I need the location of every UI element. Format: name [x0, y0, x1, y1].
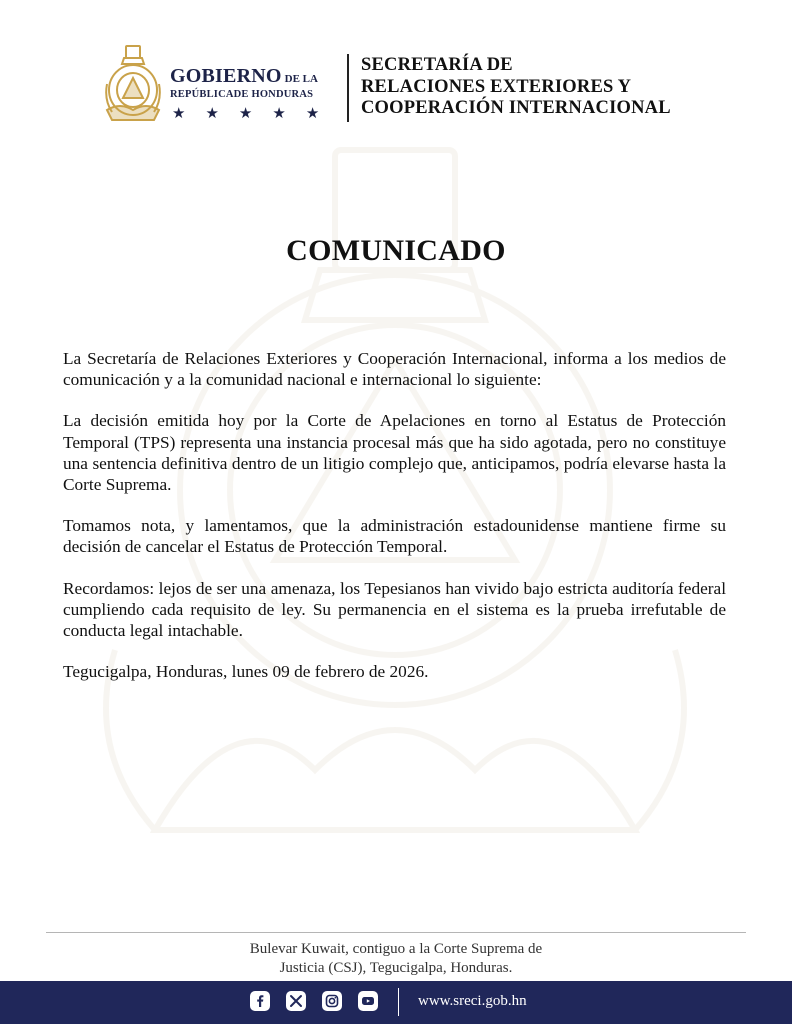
website-link[interactable]: www.sreci.gob.hn: [418, 993, 527, 1009]
ministry-line: COOPERACIÓN INTERNACIONAL: [361, 98, 671, 118]
ministry-name: [361, 55, 721, 120]
government-wordmark: [170, 66, 346, 120]
facebook-icon[interactable]: [250, 991, 270, 1011]
letterhead: [104, 44, 704, 124]
paragraph: La Secretaría de Relaciones Exteriores y Cooperación Internacional, informa a los medios de comunicación y a la comunidad nacional e internacional lo siguiente:: [63, 349, 726, 390]
ministry-line: RELACIONES EXTERIORES Y: [361, 76, 632, 97]
ministry-line: SECRETARÍA DE: [361, 55, 513, 75]
coat-of-arms-icon: [104, 44, 162, 122]
paragraph: Recordamos: lejos de ser una amenaza, los Tepesianos han vivido bajo estricta auditoría federal cumpliendo cada requisito de ley. Su permanencia en el sistema es la prueba irrefutable de conducta legal intachable.: [63, 578, 726, 641]
star-icon: ★: [272, 104, 286, 122]
x-icon[interactable]: [286, 991, 306, 1011]
star-icon: ★: [172, 104, 186, 122]
document-body: [63, 348, 726, 702]
youtube-icon[interactable]: [358, 991, 378, 1011]
gov-title: GOBIERNO: [170, 65, 282, 87]
document-title: COMUNICADO: [286, 234, 506, 267]
star-icon: ★: [205, 104, 219, 122]
gov-de-la: DE LA: [284, 73, 318, 85]
gov-republic: REPÚBLICADE HONDURAS: [170, 89, 314, 100]
star-row: [170, 106, 346, 120]
paragraph: La decisión emitida hoy por la Corte de Apelaciones en torno al Estatus de Protección Temporal (TPS) representa una instancia procesal más que ha sido agotada, pero no constituye una sentencia definitiva dentro de un litigio complejo que, anticipamos, podría elevarse hasta la Corte Suprema.: [63, 411, 726, 495]
social-links: [250, 991, 378, 1011]
address-line: Justicia (CSJ), Tegucigalpa, Honduras.: [279, 960, 513, 976]
paragraph: Tomamos nota, y lamentamos, que la administración estadounidense mantiene firme su decisión de cancelar el Estatus de Protección Temporal.: [63, 516, 726, 557]
footer-bar-divider: [398, 988, 399, 1016]
instagram-icon[interactable]: [322, 991, 342, 1011]
star-icon: ★: [238, 104, 253, 122]
address-line: Bulevar Kuwait, contiguo a la Corte Suprema de: [249, 941, 543, 957]
footer-rule: [46, 932, 746, 933]
star-icon: ★: [305, 104, 320, 122]
footer-address: [0, 940, 792, 978]
footer-bar: [0, 981, 792, 1024]
header-divider: [347, 54, 349, 122]
date-line: Tegucigalpa, Honduras, lunes 09 de febrero de 2026.: [63, 662, 429, 682]
